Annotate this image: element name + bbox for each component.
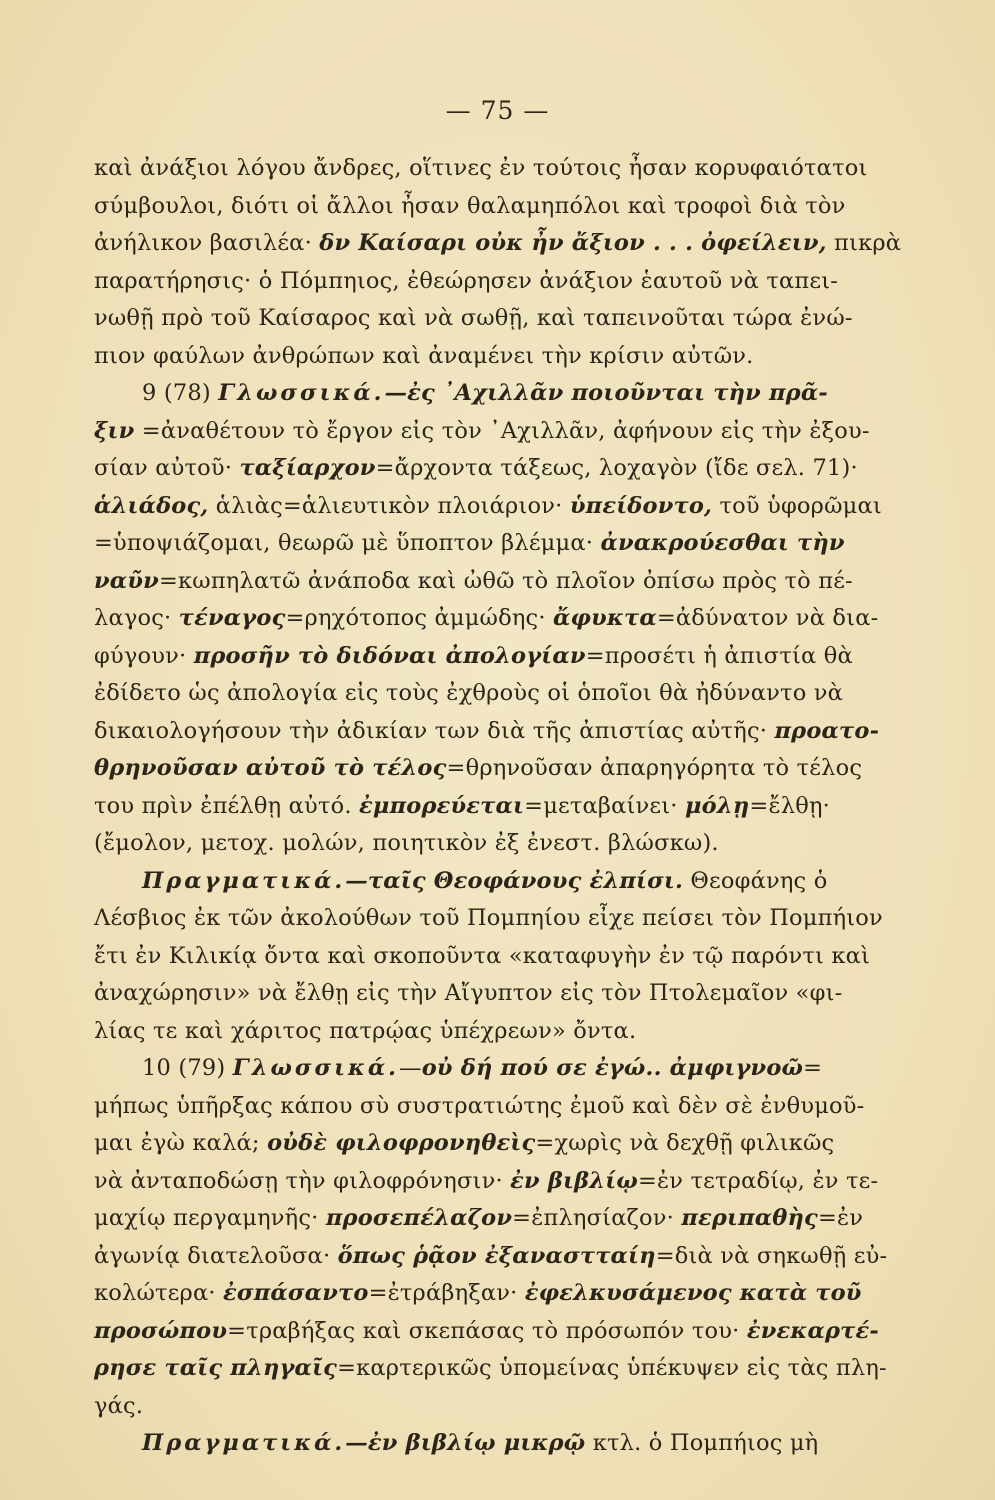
text-line — [94, 600, 879, 638]
text-line — [94, 1238, 888, 1276]
section-heading: Γλωσσικά. — [232, 1055, 399, 1081]
text-run: λαγος· — [94, 605, 179, 631]
text-run: Λέσβιος ἐκ τῶν ἀκολούθων τοῦ Πομπηίου εἶχε πείσει τὸν Πομπήιον — [94, 905, 883, 931]
text-run: νὰ ἀνταποδώσῃ τὴν φιλοφρόνησιν· — [94, 1167, 511, 1194]
lemma-term: τέναγος — [178, 605, 286, 631]
text-run: φύγουν· — [94, 642, 194, 669]
lemma-term: ἀνακρούεσθαι τὴν — [600, 530, 845, 556]
text-run: κτλ. ὁ Πομπήιος μὴ — [585, 1430, 819, 1456]
text-run: ἔτι ἐν Κιλικίᾳ ὄντα καὶ σκοποῦντα «καταφυγὴν ἐν τῷ παρόντι καὶ — [94, 942, 871, 969]
text-line — [94, 900, 883, 938]
text-line — [94, 1388, 854, 1426]
text-line — [94, 300, 854, 338]
body-text — [94, 150, 902, 1463]
text-line — [94, 638, 854, 676]
text-run: =ἄρχοντα τάξεως, λοχαγὸν (ἴδε σελ. 71)· — [375, 455, 858, 481]
text-run: 9 (78) — [142, 380, 219, 406]
text-line — [94, 338, 854, 376]
text-line — [94, 1425, 854, 1463]
text-run: ἐδίδετο ὡς ἀπολογία εἰς τοὺς ἐχθροὺς οἱ ὁποῖοι θὰ ἠδύναντο νὰ — [94, 680, 844, 706]
lemma-term: θρηνοῦσαν αὐτοῦ τὸ τέλος — [94, 755, 447, 781]
text-run: =ἀναθέτουν τὸ ἔργον εἰς τὸν ᾿Αχιλλᾶν, ἀφήνουν εἰς τὴν ἐξου- — [134, 417, 870, 444]
text-run: νωθῇ πρὸ τοῦ Καίσαρος καὶ νὰ σωθῇ, καὶ ταπεινοῦται τώρα ἐνώ- — [94, 305, 853, 331]
text-run: =ἐτράβηξαν· — [368, 1280, 525, 1306]
text-run: — — [399, 1055, 422, 1081]
text-run: (ἔμολον, μετοχ. μολών, ποιητικὸν ἐξ ἐνεστ. βλώσκω). — [94, 830, 719, 856]
text-line — [94, 1350, 887, 1388]
text-line — [94, 1200, 864, 1238]
text-run: γάς. — [94, 1392, 144, 1419]
lemma-term: προσῆν τὸ διδόναι ἀπολογίαν — [193, 642, 586, 669]
page-number: — 75 — — [445, 96, 550, 125]
text-line — [94, 563, 854, 601]
lemma-term: ταξίαρχον — [239, 455, 376, 481]
lemma-term: —ταῖς Θεοφάνους ἐλπίσι. — [345, 867, 684, 894]
lemma-term: προατο- — [774, 717, 880, 744]
text-run: =ἐν τετραδίῳ, ἐν τε- — [637, 1167, 879, 1194]
text-run: =μεταβαίνει· — [524, 792, 685, 819]
text-run: =κωπηλατῶ ἀνάποδα καὶ ὠθῶ τὸ πλοῖον ὀπίσω πρὸς τὸ πέ- — [158, 567, 853, 594]
text-run: =ὑποψιάζομαι, θεωρῶ μὲ ὕποπτον βλέμμα· — [94, 530, 601, 556]
text-run: ἀναχώρησιν» νὰ ἔλθῃ εἰς τὴν Αἴγυπτον εἰς τὸν Πτολεμαῖον «φι- — [94, 980, 843, 1006]
text-run: ἀγωνίᾳ διατελοῦσα· — [94, 1242, 338, 1269]
text-run: λίας τε καὶ χάριτος πατρῴας ὑπέχρεων» ὄντα. — [94, 1017, 637, 1044]
text-run: μαι ἐγὼ καλά; — [94, 1130, 268, 1156]
lemma-term: ὅπως ῥᾷον ἐξαναστταίη — [337, 1242, 656, 1269]
section-heading: Πραγματικά. — [142, 867, 346, 894]
lemma-term: ὑπείδοντο, — [569, 492, 713, 519]
text-line — [94, 938, 871, 976]
lemma-term: ἄφυκτα — [553, 605, 657, 631]
text-line — [94, 975, 854, 1013]
text-run: πικρὰ — [826, 230, 902, 256]
lemma-term: ρησε ταῖς πληγαῖς — [94, 1355, 338, 1381]
text-line — [94, 825, 854, 863]
text-line — [94, 450, 858, 488]
text-run: του πρὶν ἐπέλθῃ αὐτό. — [94, 792, 360, 819]
text-run: ἀνήλικον βασιλέα· — [94, 230, 320, 256]
lemma-term: ναῦν — [94, 567, 159, 594]
section-heading: Πραγματικά. — [142, 1430, 346, 1456]
text-line — [94, 188, 854, 226]
text-run: Θεοφάνης ὁ — [683, 867, 828, 894]
lemma-term: ἐσπάσαντο — [223, 1280, 369, 1306]
text-run: =τραβήξας καὶ σκεπάσας τὸ πρόσωπόν του· — [227, 1317, 747, 1344]
lemma-term: περιπαθὴς — [681, 1205, 818, 1231]
text-line — [94, 1088, 865, 1126]
lemma-term: προσώπου — [94, 1317, 228, 1344]
text-run: =προσέτι ἡ ἀπιστία θὰ — [585, 642, 853, 669]
lemma-term: προσεπέλαζον — [325, 1205, 513, 1231]
text-line — [94, 488, 882, 526]
lemma-term: ἐνεκαρτέ- — [746, 1317, 879, 1344]
text-line — [94, 788, 854, 826]
text-run: = — [803, 1055, 823, 1081]
text-run: =ἐπλησίαζον· — [512, 1205, 682, 1231]
section-heading: Γλωσσικά. — [218, 380, 385, 406]
text-run: =καρτερικῶς ὑπομείνας ὑπέκυψεν εἰς τὰς πλη- — [337, 1355, 887, 1381]
text-line — [94, 1013, 854, 1051]
text-run: μαχίῳ περγαμηνῆς· — [94, 1205, 326, 1231]
text-run: παρατήρησις· ὁ Πόμπηιος, ἐθεώρησεν ἀνάξιον ἑαυτοῦ νὰ ταπει- — [94, 267, 839, 294]
text-line — [94, 263, 854, 301]
text-run: κολώτερα· — [94, 1280, 224, 1306]
lemma-term: οὐ δή πού σε ἐγώ.. ἀμφιγνοῶ — [421, 1055, 804, 1081]
lemma-term: ἁλιάδος, — [94, 492, 209, 519]
text-line — [94, 225, 902, 263]
text-run: =διὰ νὰ σηκωθῇ εὐ- — [655, 1242, 888, 1269]
text-run: καὶ ἀνάξιοι λόγου ἄνδρες, οἵτινες ἐν τούτοις ἦσαν κορυφαιότατοι — [94, 155, 868, 181]
lemma-term: ἐφελκυσάμενος κατὰ τοῦ — [524, 1280, 862, 1306]
lemma-term: οὐδὲ φιλοφρονηθεὶς — [267, 1130, 536, 1156]
text-run: =ἔλθῃ· — [749, 792, 830, 819]
text-run: =θρηνοῦσαν ἀπαρηγόρητα τὸ τέλος — [446, 755, 863, 781]
lemma-term: ἐμπορεύεται — [359, 792, 525, 819]
text-run: μήπως ὑπῆρξας κάπου σὺ συστρατιώτης ἐμοῦ καὶ δὲν σὲ ἐνθυμοῦ- — [94, 1092, 865, 1119]
text-line — [94, 1163, 879, 1201]
text-run: =χωρὶς νὰ δεχθῇ φιλικῶς — [535, 1130, 835, 1156]
text-line — [94, 375, 854, 413]
text-run: δικαιολογήσουν τὴν ἀδικίαν των διὰ τῆς ἀπιστίας αὐτῆς· — [94, 717, 775, 744]
text-run: πιον φαύλων ἀνθρώπων καὶ ἀναμένει τὴν κρίσιν αὐτῶν. — [94, 342, 754, 369]
text-run: =ρηχότοπος ἀμμώδης· — [285, 605, 554, 631]
text-line — [94, 525, 854, 563]
text-line — [94, 1050, 854, 1088]
text-line — [94, 150, 868, 188]
text-line — [94, 1125, 854, 1163]
text-run: σύμβουλοι, διότι οἱ ἄλλοι ἦσαν θαλαμηπόλοι καὶ τροφοὶ διὰ τὸν — [94, 192, 846, 219]
text-run: =ἐν — [817, 1205, 864, 1231]
text-line — [94, 413, 870, 451]
text-run: 10 (79) — [142, 1055, 233, 1081]
text-line — [94, 1313, 879, 1351]
lemma-term: —ἐς ᾿Αχιλλᾶν ποιοῦνται τὴν πρᾶ- — [384, 380, 828, 406]
lemma-term: ξιν — [94, 417, 135, 444]
lemma-term: ἐν βιβλίῳ — [510, 1167, 638, 1194]
text-line — [94, 1275, 862, 1313]
text-run: =ἀδύνατον νὰ δια- — [656, 605, 879, 631]
text-line — [94, 750, 863, 788]
text-line — [94, 675, 854, 713]
text-line — [94, 863, 854, 901]
text-line — [94, 713, 880, 751]
lemma-term: —ἐν βιβλίῳ μικρῷ — [345, 1430, 586, 1456]
text-run: τοῦ ὑφορῶμαι — [712, 492, 882, 519]
text-run: ἁλιὰς=ἁλιευτικὸν πλοιάριον· — [208, 492, 570, 519]
lemma-term: δν Καίσαρι οὐκ ἦν ἄξιον . . . ὀφείλειν, — [319, 230, 827, 256]
lemma-term: μόλῃ — [685, 792, 750, 819]
text-run: σίαν αὐτοῦ· — [94, 455, 240, 481]
